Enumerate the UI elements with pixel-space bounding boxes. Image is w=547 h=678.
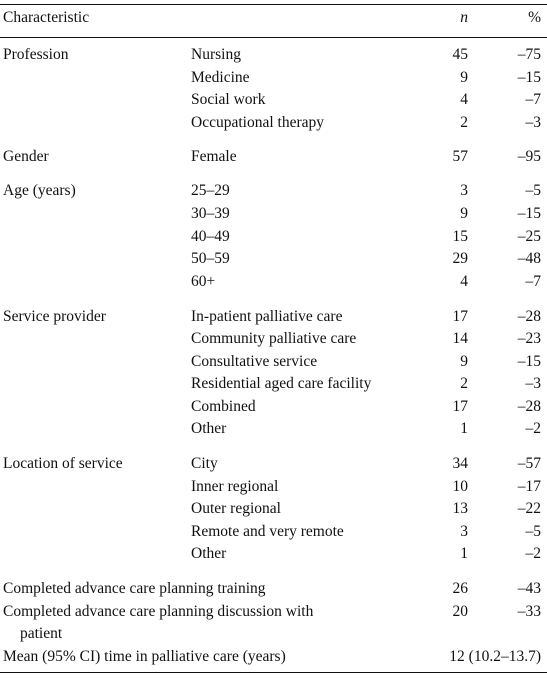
row-label: 25–29 — [191, 182, 230, 199]
row-n: 4 — [460, 273, 468, 290]
discussion-row-pct: –33 — [517, 603, 541, 620]
group-label-profession: Profession — [3, 46, 69, 63]
discussion-row-label: Completed advance care planning discussion with — [3, 603, 314, 620]
row-pct: –75 — [517, 46, 541, 63]
row-pct: –28 — [517, 308, 541, 325]
group-label-location: Location of service — [3, 455, 123, 472]
row-n: 17 — [452, 308, 468, 325]
row-pct: –7 — [525, 91, 541, 108]
row-label: In-patient palliative care — [191, 308, 343, 325]
row-pct: –5 — [525, 523, 541, 540]
row-label: Other — [191, 420, 227, 437]
row-label: 50–59 — [191, 250, 230, 267]
row-label: 60+ — [191, 273, 216, 290]
discussion-row-n: 20 — [452, 603, 468, 620]
row-n: 2 — [460, 375, 468, 392]
discussion-row-label-continued: patient — [20, 625, 63, 642]
row-n: 1 — [460, 545, 468, 562]
row-label: 40–49 — [191, 228, 230, 245]
group-label-age: Age (years) — [3, 182, 76, 199]
row-n: 57 — [452, 148, 468, 165]
row-pct: –7 — [525, 273, 541, 290]
mean-time-row-value: 12 (10.2–13.7) — [449, 648, 541, 665]
row-n: 1 — [460, 420, 468, 437]
row-n: 9 — [460, 353, 468, 370]
row-pct: –25 — [517, 228, 541, 245]
training-row-n: 26 — [452, 580, 468, 597]
row-n: 29 — [452, 250, 468, 267]
row-label: Community palliative care — [191, 330, 357, 347]
row-pct: –57 — [517, 455, 541, 472]
row-pct: –2 — [525, 420, 541, 437]
header-rule — [0, 37, 547, 38]
row-n: 4 — [460, 91, 468, 108]
row-n: 13 — [452, 500, 468, 517]
header-characteristic: Characteristic — [3, 9, 90, 26]
row-label: Nursing — [191, 46, 241, 63]
group-label-gender: Gender — [3, 148, 49, 165]
row-pct: –5 — [525, 182, 541, 199]
row-label: City — [191, 455, 218, 472]
row-n: 9 — [460, 205, 468, 222]
row-pct: –3 — [525, 375, 541, 392]
row-label: Occupational therapy — [191, 114, 324, 131]
row-pct: –15 — [517, 353, 541, 370]
row-n: 14 — [452, 330, 468, 347]
row-label: Social work — [191, 91, 266, 108]
row-n: 15 — [452, 228, 468, 245]
row-label: Female — [191, 148, 237, 165]
row-label: Outer regional — [191, 500, 281, 517]
row-n: 3 — [460, 523, 468, 540]
row-pct: –28 — [517, 398, 541, 415]
row-n: 9 — [460, 69, 468, 86]
row-label: Other — [191, 545, 227, 562]
row-n: 10 — [452, 478, 468, 495]
row-pct: –23 — [517, 330, 541, 347]
row-pct: –15 — [517, 205, 541, 222]
row-n: 17 — [452, 398, 468, 415]
row-n: 3 — [460, 182, 468, 199]
row-label: Inner regional — [191, 478, 279, 495]
row-pct: –15 — [517, 69, 541, 86]
row-pct: –48 — [517, 250, 541, 267]
row-n: 45 — [452, 46, 468, 63]
row-n: 34 — [452, 455, 468, 472]
table-bottom-rule — [0, 672, 547, 673]
mean-time-row-label: Mean (95% CI) time in palliative care (years) — [3, 648, 286, 665]
row-pct: –22 — [517, 500, 541, 517]
header-percent: % — [528, 9, 541, 26]
training-row-label: Completed advance care planning training — [3, 580, 266, 597]
row-label: Residential aged care facility — [191, 375, 372, 392]
row-pct: –2 — [525, 545, 541, 562]
row-label: Combined — [191, 398, 256, 415]
row-label: Medicine — [191, 69, 250, 86]
header-n: n — [460, 9, 468, 26]
row-label: Remote and very remote — [191, 523, 344, 540]
row-label: Consultative service — [191, 353, 318, 370]
table-top-rule — [0, 4, 547, 5]
row-pct: –17 — [517, 478, 541, 495]
training-row-pct: –43 — [517, 580, 541, 597]
row-pct: –3 — [525, 114, 541, 131]
row-n: 2 — [460, 114, 468, 131]
row-pct: –95 — [517, 148, 541, 165]
group-label-service-provider: Service provider — [3, 308, 106, 325]
row-label: 30–39 — [191, 205, 230, 222]
